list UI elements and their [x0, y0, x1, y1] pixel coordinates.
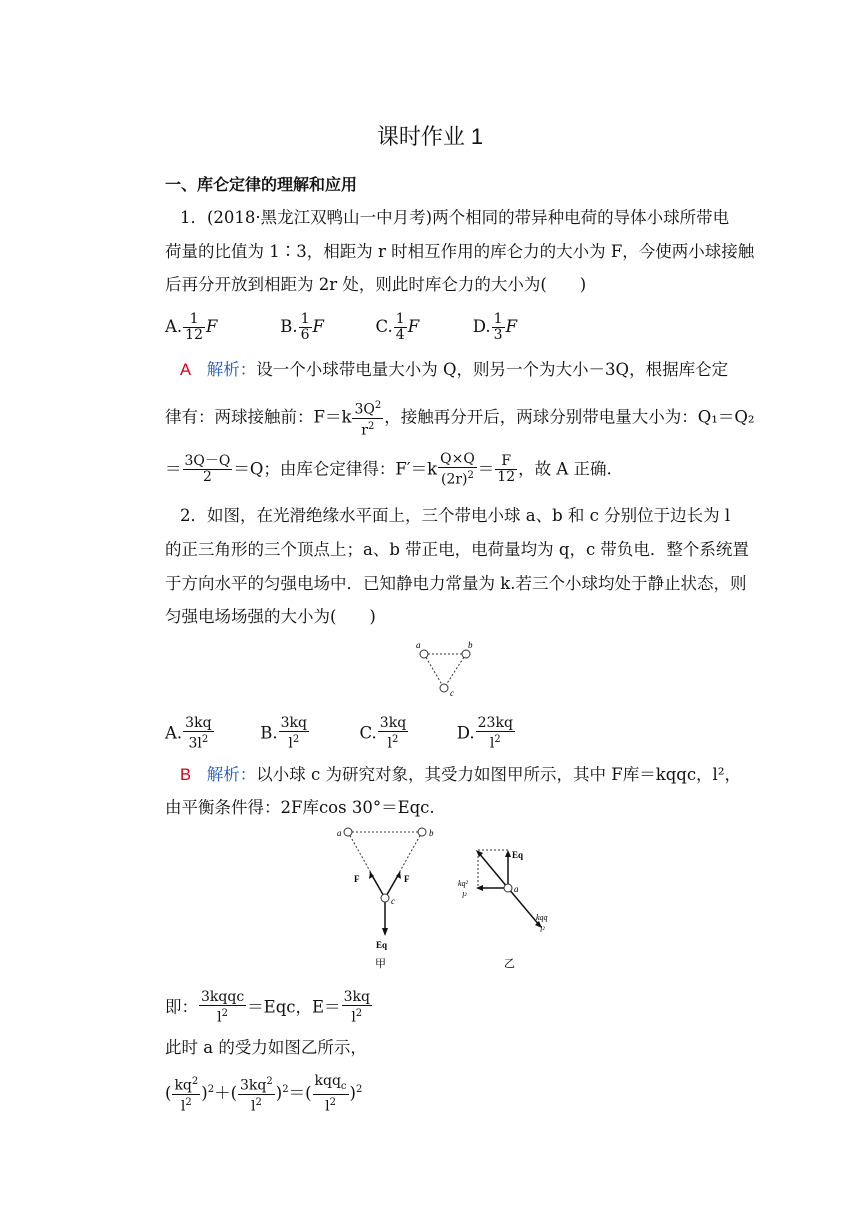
q1-analysis-line2: [165, 398, 755, 438]
svg-text:a: a: [514, 884, 519, 894]
force-diagram-jia: [330, 822, 440, 970]
q1-frac-avg: $\frac{3Q-Q}{2}$: [184, 453, 231, 486]
q2-frac-3kq: $\frac{3kq}{l^2}$: [343, 989, 370, 1026]
q1-options: [165, 312, 517, 343]
force-diagram-yi: [452, 840, 562, 975]
fig-label-yi: 乙: [504, 958, 515, 970]
q1-ana3d: ，故 A 正确.: [518, 459, 612, 479]
q2-cishi-line: 此时 a 的受力如图乙所示，: [165, 1038, 367, 1057]
q1-analysis-text1: 设一个小球带电量大小为 Q，则另一个为大小－3Q，根据库仑定: [256, 360, 729, 379]
q2-line1: 2．如图，在光滑绝缘水平面上，三个带电小球 a、b 和 c 分别位于边长为 l: [180, 506, 731, 525]
svg-text:F: F: [404, 874, 410, 884]
q2-analysis-label: 解析：: [206, 766, 257, 784]
q2-answer: B: [180, 766, 192, 784]
q1-analysis-line3: [165, 452, 612, 488]
svg-text:F: F: [354, 874, 360, 884]
q1-ana3c: ＝: [477, 459, 495, 479]
q2-analysis-line1: [180, 763, 741, 787]
q1-option-c[interactable]: C. $\frac{1}{4}$ F: [375, 311, 420, 343]
q1-answer: A: [180, 361, 192, 379]
q2-option-b[interactable]: B. $\frac{3kq}{l^2}$: [260, 715, 307, 752]
q1-frac-3q2-r2: $\frac{3Q^2}{r^2}$: [354, 400, 382, 439]
q2-options: [165, 716, 516, 752]
q1-analysis-label: 解析：: [206, 361, 257, 379]
q1-option-d[interactable]: D. $\frac{1}{3}$ F: [472, 311, 518, 343]
q2-ji-mid: ＝Eqc，E＝: [247, 997, 341, 1017]
q2-eq-line: ( $\frac{kq^2}{l^2}$ )$^2$＋( $\frac{3kq^2}{l^2}$ )$^2$＝( $\frac{kqq_c}{l^2}$ )$^2$: [165, 1073, 363, 1115]
q2-line2: 的正三角形的三个顶点上；a、b 带正电，电荷量均为 q，c 带负电．整个系统置: [165, 540, 749, 559]
svg-text:a: a: [337, 828, 342, 838]
q1-line1: 1．(2018·黑龙江双鸭山一中月考)两个相同的带异种电荷的导体小球所带电: [180, 208, 730, 227]
q2-frac-3kqqc: $\frac{\text{3kqqc}}{l^2}$: [201, 989, 245, 1026]
svg-text:b: b: [429, 828, 434, 838]
q2-analysis-text1: 以小球 c 为研究对象，其受力如图甲所示，其中 F库＝kqqc，l²，: [256, 765, 741, 784]
svg-text:l²: l²: [462, 891, 467, 900]
q2-option-a[interactable]: A. $\frac{3kq}{3l^2}$: [165, 715, 212, 752]
svg-text:kq²: kq²: [458, 879, 468, 888]
q1-line3: 后再分开放到相距为 2r 处，则此时库仑力的大小为( ): [165, 275, 587, 294]
triangle-figure: [410, 640, 480, 700]
page-title: 课时作业 1: [376, 124, 484, 149]
svg-text:Eq: Eq: [376, 940, 388, 950]
q2-analysis-line2: 由平衡条件得：2F库cos 30°＝Eqc.: [165, 798, 435, 817]
q2-option-d[interactable]: D. $\frac{23kq}{l^2}$: [456, 715, 513, 752]
q1-ana3a: ＝: [165, 459, 182, 479]
svg-text:kqq: kqq: [536, 913, 548, 922]
q1-ana2b: ，接触再分开后，两球分别带电量大小为：Q₁＝Q₂: [384, 407, 755, 427]
svg-text:l²: l²: [540, 925, 545, 934]
svg-text:b: b: [468, 640, 473, 650]
q1-frac-qq-2r: $\frac{Q\times Q}{(2r)^2}$: [440, 451, 475, 488]
svg-text:Eq: Eq: [512, 850, 524, 860]
q2-ji: 即：: [165, 997, 198, 1017]
fig-label-jia: 甲: [375, 958, 386, 970]
q1-frac-f-12: $\frac{F}{12}$: [497, 453, 516, 486]
q1-ana3b: ＝Q；由库仑定律得：F′＝k: [233, 459, 438, 479]
q2-line4: 匀强电场场强的大小为( ): [165, 607, 376, 626]
section-heading: 一、库仑定律的理解和应用: [165, 177, 358, 194]
q2-option-c[interactable]: C. $\frac{3kq}{l^2}$: [359, 715, 407, 752]
q2-line3: 于方向水平的匀强电场中．已知静电力常量为 k.若三个小球均处于静止状态，则: [165, 574, 747, 593]
q1-option-b[interactable]: B. $\frac{1}{6}$ F: [280, 311, 324, 343]
svg-text:a: a: [416, 640, 421, 650]
svg-text:c: c: [391, 896, 395, 906]
svg-text:c: c: [450, 688, 454, 698]
q1-line2: 荷量的比值为 1∶3，相距为 r 时相互作用的库仑力的大小为 F，今使两小球接触: [165, 242, 755, 261]
q1-analysis-line1: [180, 358, 728, 382]
q2-ji-line: [165, 990, 373, 1026]
q1-option-a[interactable]: A. $\frac{1}{12}$ F: [165, 311, 218, 343]
q1-ana2a: 律有：两球接触前：F＝k: [165, 407, 352, 427]
